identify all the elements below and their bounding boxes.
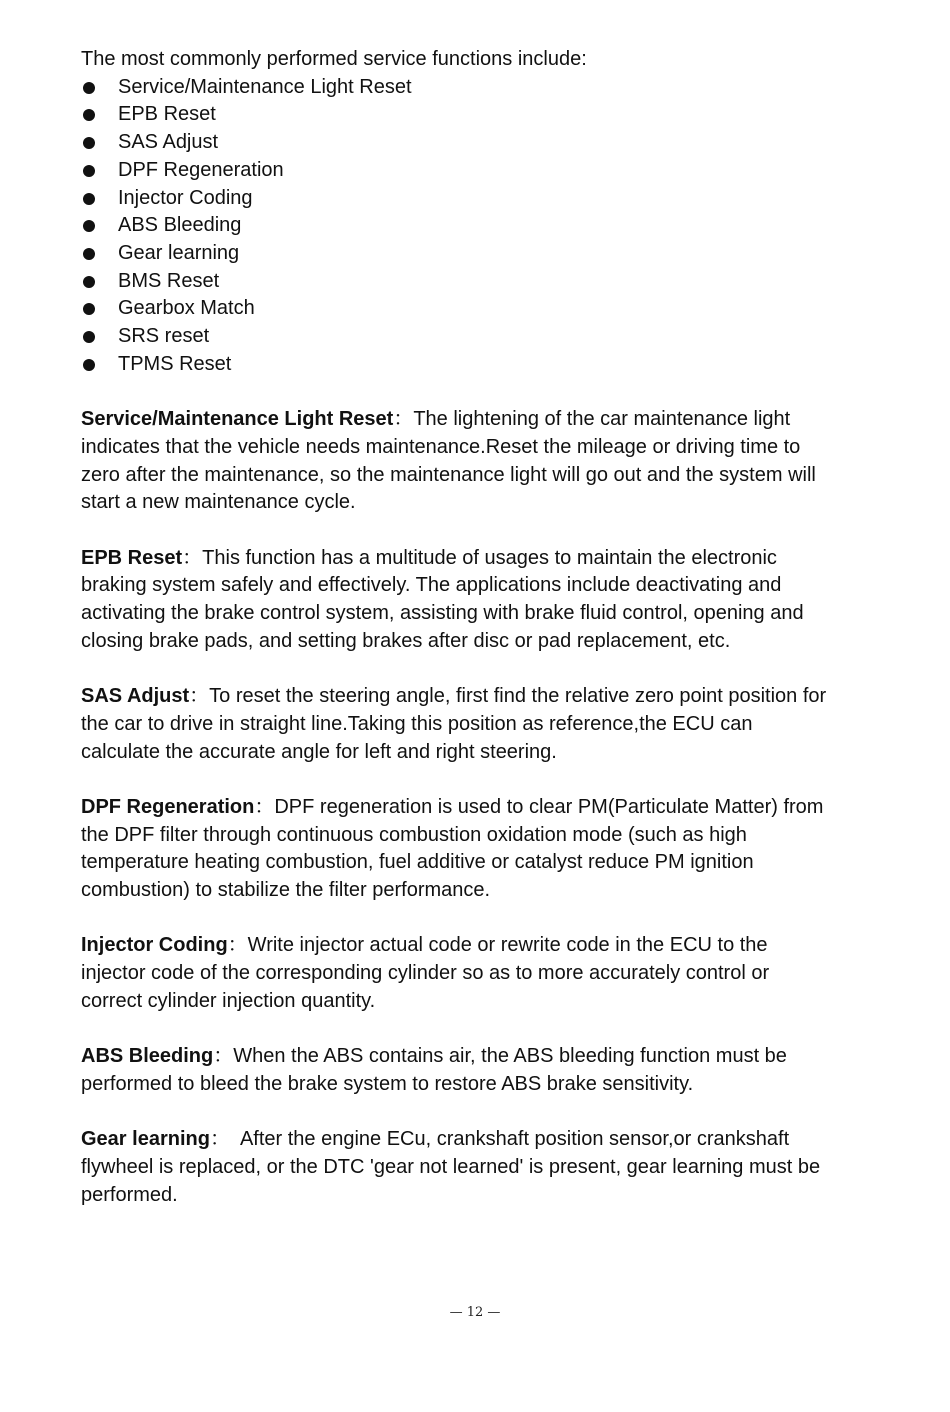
section-term: DPF Regeneration <box>81 795 255 818</box>
list-item-label: Injector Coding <box>118 186 253 209</box>
bullet-icon <box>83 220 95 232</box>
list-item <box>81 351 831 379</box>
list-item-label: Service/Maintenance Light Reset <box>118 75 412 98</box>
section-text: To reset the steering angle, first find the relative zero point position for the car to drive in straight line.Taking this position as reference,the ECU can calculate the accurate angle for left and right steering. <box>81 685 827 763</box>
section-epb-reset <box>81 545 831 656</box>
bullet-icon <box>83 137 95 149</box>
section-sas-adjust <box>81 683 831 766</box>
section-abs-bleeding <box>81 1043 831 1098</box>
page-number: — 12 — <box>449 1305 501 1320</box>
section-term: Injector Coding <box>81 934 228 957</box>
bullet-icon <box>83 359 95 371</box>
section-separator: ： <box>182 546 203 569</box>
bullet-icon <box>83 165 95 177</box>
section-text: When the ABS contains air, the ABS bleeding function must be performed to bleed the brake system to restore ABS brake sensitivity. <box>81 1045 787 1095</box>
intro-text: The most commonly performed service functions include: <box>81 48 587 70</box>
list-item-label: SRS reset <box>118 325 210 348</box>
list-item-label: ABS Bleeding <box>118 214 242 237</box>
bullet-icon <box>83 82 95 94</box>
section-separator: ： <box>254 795 275 818</box>
bullet-icon <box>83 109 95 121</box>
list-item <box>81 157 831 185</box>
section-dpf-regeneration <box>81 794 831 905</box>
section-separator: ： <box>209 1128 230 1151</box>
section-text: After the engine ECu, crankshaft position sensor,or crankshaft flywheel is replaced, or the DTC 'gear not learned' is present, gear learning must be performed. <box>81 1128 826 1206</box>
section-text: Write injector actual code or rewrite code in the ECU to the injector code of the corresponding cylinder so as to more accurately control or correct cylinder injection quantity. <box>81 934 770 1012</box>
list-item <box>81 101 831 129</box>
bullet-icon <box>83 193 95 205</box>
section-text: The lightening of the car maintenance light indicates that the vehicle needs maintenance.Reset the mileage or driving time to zero after the maintenance, so the maintenance light will go out and the system will start a new maintenance cycle. <box>81 408 816 514</box>
section-term: Service/Maintenance Light Reset <box>81 408 394 431</box>
section-separator: ： <box>227 934 248 957</box>
section-term: SAS Adjust <box>81 685 190 708</box>
bullet-icon <box>83 331 95 343</box>
list-item <box>81 74 831 102</box>
bullet-icon <box>83 248 95 260</box>
section-gear-learning <box>81 1126 831 1209</box>
bullet-icon <box>83 303 95 315</box>
section-text: This function has a multitude of usages to maintain the electronic braking system safely and effectively. The applications include deactivating and activating the brake control system, assisting with brake fluid control, opening and closing brake pads, and setting brakes after disc or pad replacement, etc. <box>81 546 804 652</box>
section-term: Gear learning <box>81 1128 210 1151</box>
section-term: ABS Bleeding <box>81 1045 214 1068</box>
list-item-label: SAS Adjust <box>118 131 219 154</box>
list-item <box>81 212 831 240</box>
section-term: EPB Reset <box>81 546 183 569</box>
section-separator: ： <box>189 685 210 708</box>
list-item-label: BMS Reset <box>118 269 220 292</box>
section-separator: ： <box>213 1045 234 1068</box>
list-item <box>81 323 831 351</box>
section-separator: ： <box>393 408 414 431</box>
list-item <box>81 295 831 323</box>
list-item-label: Gearbox Match <box>118 297 255 320</box>
list-item-label: TPMS Reset <box>118 352 232 375</box>
list-item <box>81 185 831 213</box>
list-item-label: Gear learning <box>118 241 240 264</box>
list-item-label: DPF Regeneration <box>118 158 284 181</box>
bullet-icon <box>83 276 95 288</box>
document-page <box>81 46 831 1209</box>
section-text: DPF regeneration is used to clear PM(Particulate Matter) from the DPF filter through continuous combustion oxidation mode (such as high temperature heating combustion, fuel additive or catalyst reduce PM ignition combustion) to stabilize the filter performance. <box>81 795 824 902</box>
list-item <box>81 268 831 296</box>
service-functions-list <box>81 74 831 379</box>
section-service-light-reset <box>81 406 831 517</box>
list-item <box>81 240 831 268</box>
list-item-label: EPB Reset <box>118 103 216 126</box>
list-item <box>81 129 831 157</box>
section-injector-coding <box>81 932 831 1015</box>
